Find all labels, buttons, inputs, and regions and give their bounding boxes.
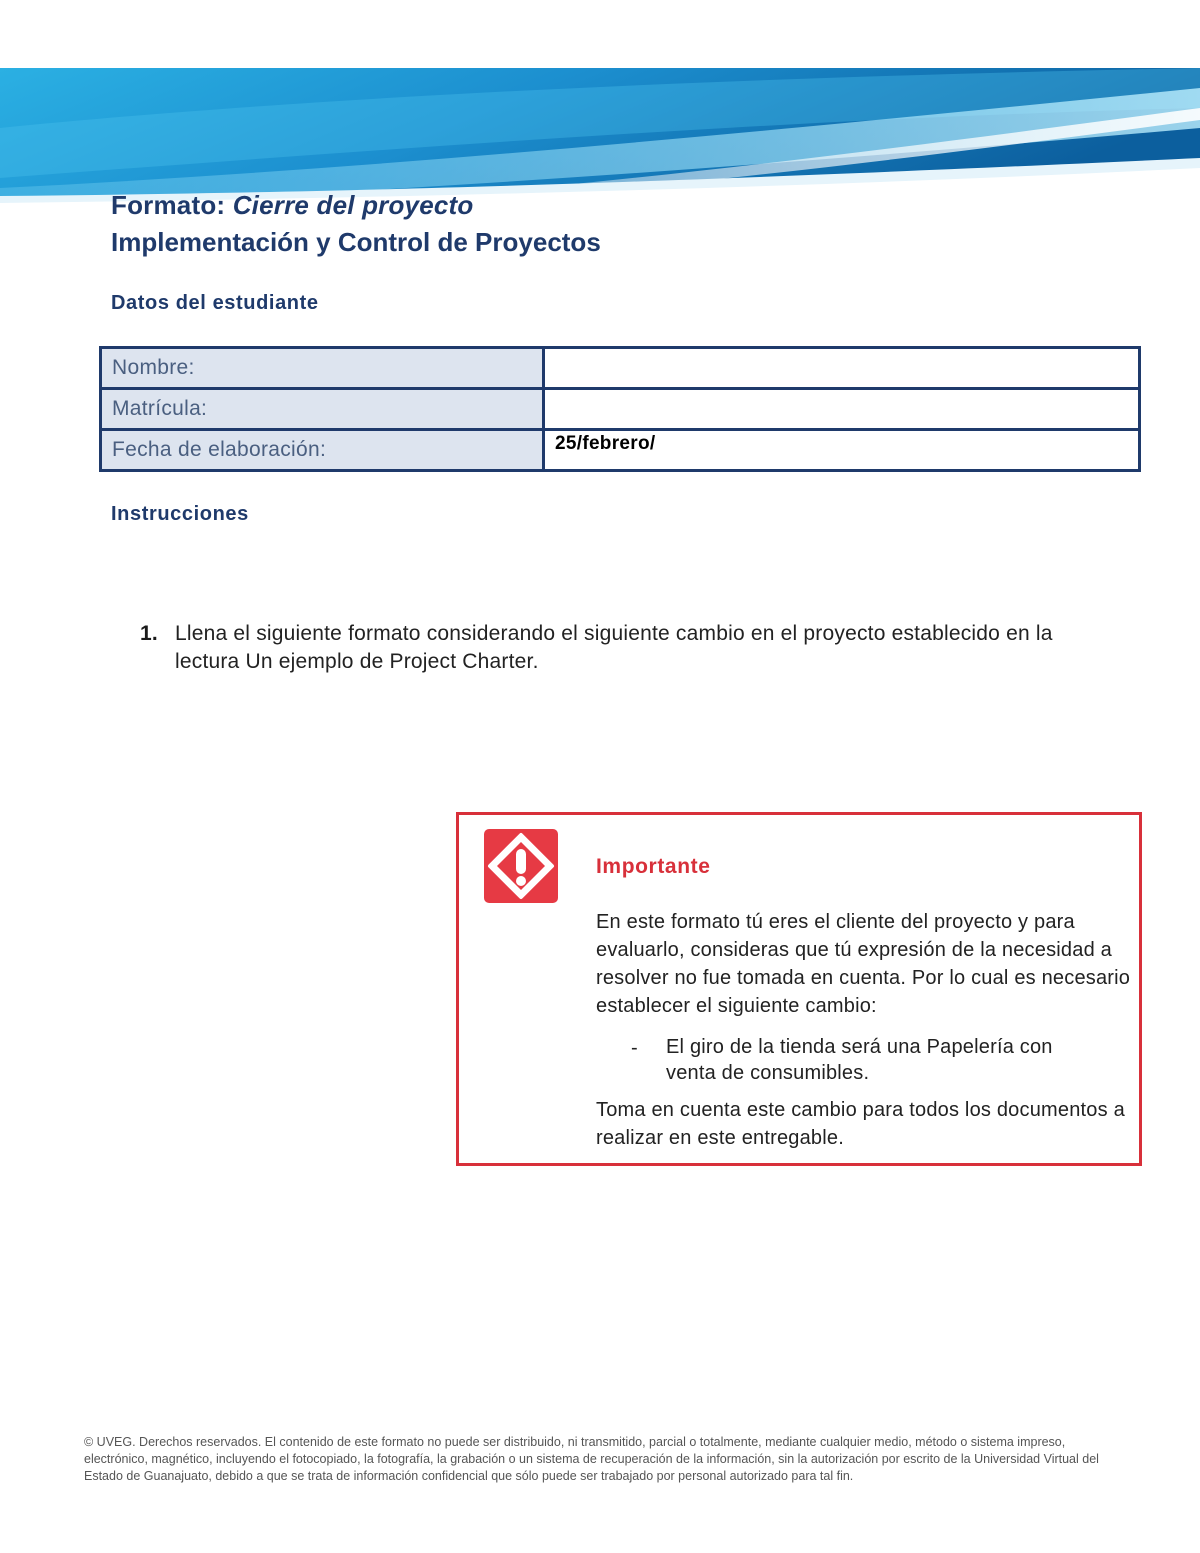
copyright-footer: © UVEG. Derechos reservados. El contenido de este formato no puede ser distribuido, ni transmitido, parcial o totalmente, mediante cualquier medio, método o sistema impreso, electrónico, magnético, incluyendo el fotocopiado, la fotografía, la grabación o un sistema de recuperación de la información, sin la autorización por escrito de la Universidad Virtual del Estado de Guanajuato, debido a que se trata de información confidencial que sólo puede ser trabajado por personal autorizado para tal fin.	[84, 1435, 1099, 1483]
name-label: Nombre:	[101, 348, 544, 389]
important-title: Importante	[596, 855, 711, 878]
student-data-table	[99, 346, 1141, 472]
document-subtitle: Implementación y Control de Proyectos	[111, 227, 601, 257]
instruction-number: 1.	[140, 622, 158, 645]
table-row	[101, 389, 1140, 430]
date-label: Fecha de elaboración:	[101, 430, 544, 471]
warning-icon	[484, 829, 558, 903]
instruction-text: Llena el siguiente formato considerando el siguiente cambio en el proyecto establecido en la lectura Un ejemplo de Project Charter.	[175, 622, 1053, 673]
document-title	[111, 190, 473, 221]
title-prefix: Formato:	[111, 190, 226, 220]
table-row	[101, 430, 1140, 471]
bullet-marker: -	[631, 1037, 638, 1059]
table-row	[101, 348, 1140, 389]
important-note: Toma en cuenta este cambio para todos los documentos a realizar en este entregable.	[596, 1099, 1125, 1149]
title-italic: Cierre del proyecto	[232, 190, 474, 220]
instructions-heading: Instrucciones	[111, 503, 249, 525]
instruction-item	[140, 620, 1100, 676]
date-field[interactable]: 25/febrero/	[544, 430, 1140, 471]
enrollment-field[interactable]	[544, 389, 1140, 430]
student-data-heading: Datos del estudiante	[111, 292, 319, 314]
enrollment-label: Matrícula:	[101, 389, 544, 430]
name-field[interactable]	[544, 348, 1140, 389]
important-paragraph: En este formato tú eres el cliente del proyecto y para evaluarlo, consideras que tú expresión de la necesidad a resolver no fue tomada en cuenta. Por lo cual es necesario establecer el siguiente cambio:	[596, 911, 1131, 1017]
important-bullet: El giro de la tienda será una Papelería con venta de consumibles.	[666, 1036, 1053, 1084]
